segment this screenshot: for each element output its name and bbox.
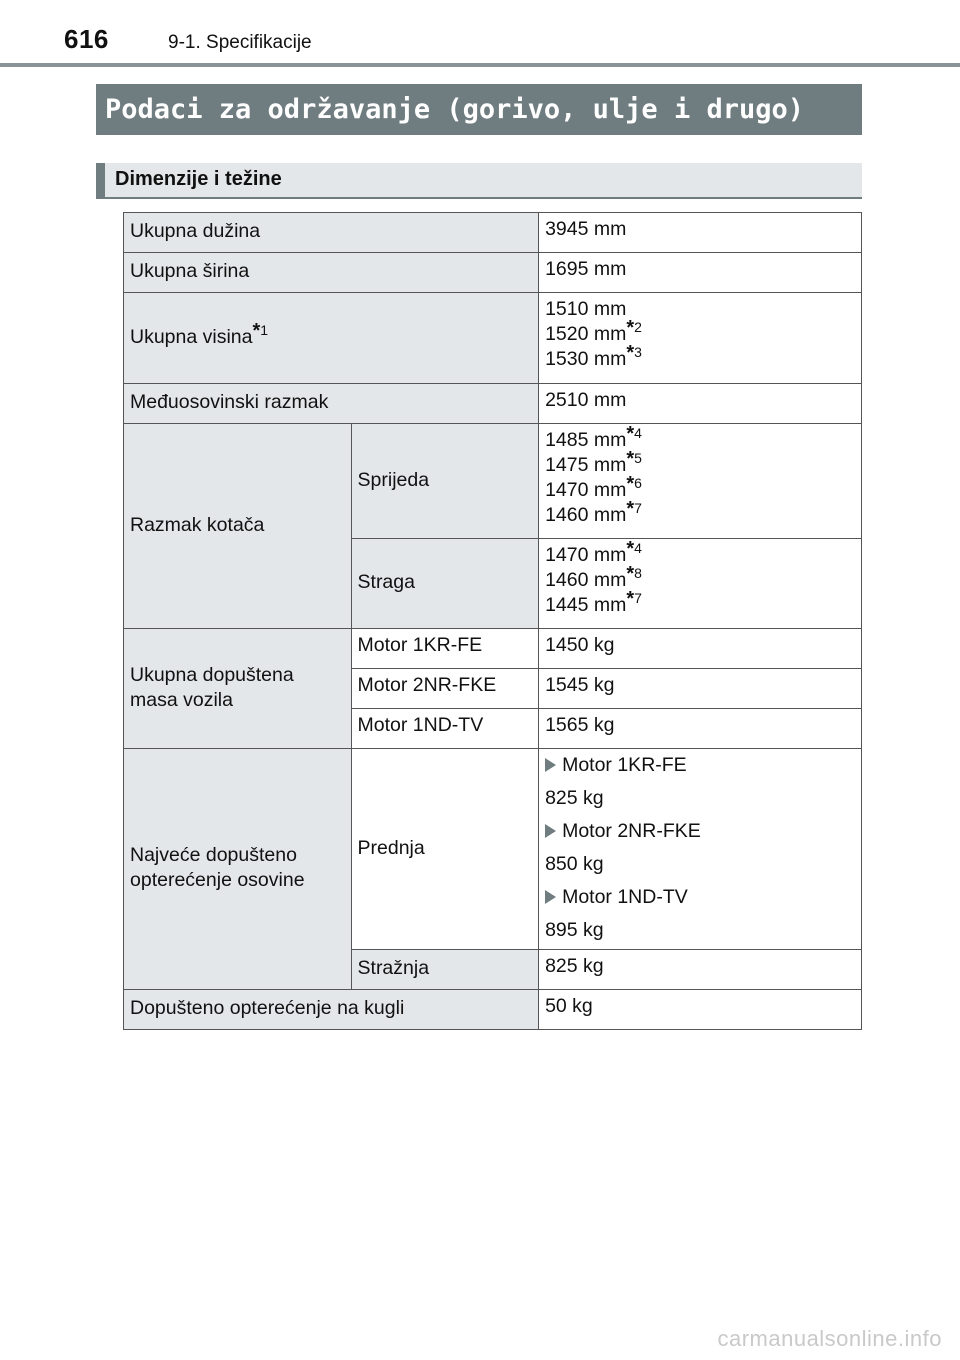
table-row: [124, 424, 862, 539]
load-value: 825 kg: [545, 787, 604, 809]
row-value: [539, 424, 862, 539]
row-label: Međuosovinski razmak: [124, 384, 539, 424]
section-heading: Dimenzije i težine: [96, 163, 862, 199]
height-value: 1510 mm: [545, 298, 627, 320]
row-value: [539, 539, 862, 629]
row-value: [539, 749, 862, 950]
table-row: [124, 293, 862, 384]
engine-item: Motor 2NR-FKE: [545, 819, 855, 844]
load-value: 850 kg: [545, 853, 604, 875]
row-label: Ukupna dopuštena masa vozila: [124, 629, 352, 749]
page-title-banner: Podaci za održavanje (gorivo, ulje i drugo): [96, 84, 862, 135]
table-row: [124, 213, 862, 253]
tread-value: 1470 $mm^{*4}$: [545, 538, 642, 566]
sub-label: Straga: [351, 539, 539, 629]
sub-label: Prednja: [351, 749, 539, 950]
header-rule: [0, 63, 960, 67]
row-label: Razmak kotača: [124, 424, 352, 629]
triangle-bullet-icon: [545, 824, 556, 838]
engine-label: Motor 2NR-FKE: [351, 669, 539, 709]
height-value: 1530 $mm^{*3}$: [545, 342, 642, 370]
triangle-bullet-icon: [545, 890, 556, 904]
row-label: Ukupna širina: [124, 253, 539, 293]
height-label: Ukupna visina: [130, 325, 253, 348]
tread-value: 1485 $mm^{*4}$: [545, 423, 642, 451]
tread-value: 1460 $mm^{*8}$: [545, 563, 642, 591]
table-row: [124, 749, 862, 950]
row-value: 825 kg: [539, 950, 862, 990]
row-label: [124, 293, 539, 384]
row-value: 3945 mm: [539, 213, 862, 253]
engine-item: Motor 1ND-TV: [545, 885, 855, 910]
row-value: 1695 mm: [539, 253, 862, 293]
engine-label: Motor 1KR-FE: [351, 629, 539, 669]
row-value: 2510 mm: [539, 384, 862, 424]
tread-value: 1470 $mm^{*6}$: [545, 473, 642, 501]
row-value: 50 kg: [539, 990, 862, 1030]
tread-value: 1475 $mm^{*5}$: [545, 448, 642, 476]
specs-table: [123, 212, 862, 1030]
row-value: [539, 293, 862, 384]
tread-value: 1460 $mm^{*7}$: [545, 498, 642, 526]
triangle-bullet-icon: [545, 758, 556, 772]
table-row: [124, 990, 862, 1030]
table-row: [124, 253, 862, 293]
row-label: Dopušteno opterećenje na kugli: [124, 990, 539, 1030]
table-row: [124, 629, 862, 669]
row-value: 1565 kg: [539, 709, 862, 749]
height-value: 1520 $mm^{*2}$: [545, 317, 642, 345]
footnote-ref: *1: [252, 319, 269, 342]
row-value: 1545 kg: [539, 669, 862, 709]
row-value: 1450 kg: [539, 629, 862, 669]
sub-label: Stražnja: [351, 950, 539, 990]
page-number: 616: [64, 24, 109, 54]
load-value: 895 kg: [545, 919, 604, 941]
engine-item: Motor 1KR-FE: [545, 753, 855, 778]
tread-value: 1445 $mm^{*7}$: [545, 588, 642, 616]
engine-label: Motor 1ND-TV: [351, 709, 539, 749]
chapter-title: 9-1. Specifikacije: [168, 32, 312, 53]
watermark: carmanualsonline.info: [717, 1326, 942, 1351]
sub-label: Sprijeda: [351, 424, 539, 539]
row-label: Najveće dopušteno opterećenje osovine: [124, 749, 352, 990]
table-row: [124, 384, 862, 424]
row-label: Ukupna dužina: [124, 213, 539, 253]
